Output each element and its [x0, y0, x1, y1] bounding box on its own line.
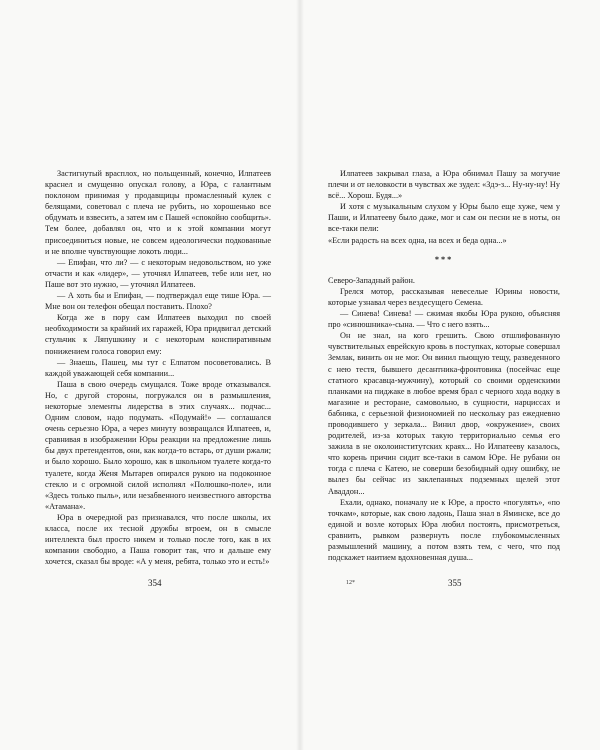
song-line: «Если радость на всех одна, на всех и беда одна...» — [328, 235, 507, 245]
right-page-text — [328, 168, 560, 563]
paragraph: Застигнутый врасплох, но польщенный, конечно, Илпатеев краснел и смущенно опускал голову, а Юра, с галантным поклоном принимая у продавщицы промасленный кулек с белящами, советовал с плеча не рубить, но хорошенько все обдумать и взвесить, а затем им с Пашей «спокойно сообщить». Тем более, добавлял он, что и к этой компании могут присоединиться новые, не совсем идеологически подкованные и не вполне чувствующие локоть люди... — [45, 169, 271, 256]
paragraph: Грелся мотор, рассказывая невеселые Юрины новости, которые узнавал через вездесущего Семена. — [328, 286, 560, 307]
paragraph: — Знаешь, Пашец, мы тут с Елпатом посоветовались. В каждой уважающей себя компании... — [45, 357, 271, 378]
signature-mark: 12* — [346, 580, 355, 586]
paragraph: Когда же в пору сам Илпатеев выходил по своей необходимости за крайний их гаражей, Юра придвигал детский стульчик к Ляпушкину и с некоторым конспиративным понижением голоса говорил ему: — [45, 313, 271, 356]
paragraph: Паша в свою очередь смущался. Тоже вроде отказывался. Но, с другой стороны, погружался он в размышления, некоторые элементы лидерства в этих случаях... подчас... Одним словом, надо подумать. «Подумай!» — соглашался очень серьезно Юра, а через минуту возвращался Илпатеев, и, сравнивая в изображении Юры реакции на предложение лишь бы двух претендентов, они, как когда-то встарь, от души ржали; и было хорошо. Было хорошо, как в школьном туалете когда-то туалете, когда Женя Мытарев опирался рукою на подоконное стекло и с огромной силой исполнял «Полюшко-поле», или «Здесь только пыль», или незабвенного неизвестного авторства «Атамана». — [45, 379, 271, 511]
paragraph: — Синева! Синева! — сжимая якобы Юра рукою, объясняя про «синюшника»-сына. — Что с него взять... — [328, 309, 560, 330]
paragraph: — Епифан, что ли? — с некоторым недовольством, но уже отчасти и как «лидер», — уточнял Илпатеев, тебе или нет, но Паше вот это нужно, — уточнял Илпатеев. — [45, 257, 271, 289]
section-divider: *** — [434, 254, 454, 264]
paragraph: И хотя с музыкальным слухом у Юры было еще хуже, чем у Паши, и Илпатееву было даже, мог и сам он песни не в ноты, он все-таки пели: — [328, 202, 560, 234]
paragraph: Он не знал, на кого грешить. Свою отшлифованную чувствительных еврейскую кровь в поступках, которые совершал Землак, винить он не мог. Он винил пьющую тещу, разведенного с нею тестя, бывшего десантника-фронтовика (посейчас еще статного красавца-мужчину), который со своими орденскими планками на пиджаке в любое время брал с черного хода водку в магазине и ресторане, самовольно, в сущности, нарциссах и бабника, с серьезной физиономией по нескольку раз ежедневно проводившего у зеркала... Винил двор, «окружение», своих родителей, из-за которых такую территориально семья его зажила в не околоинститутских краях... Но Илпатееву казалось, что корень причин сидит все-таки в самом Юре. Не рубани он тогда с плеча с Катею, не соверши безобидный одну ошибку, не вылез бы сейчас из заклепанных подземных щелей этот Аваддон... — [328, 331, 560, 496]
right-page — [300, 0, 600, 750]
paragraph: Юра в очередной раз признавался, что после школы, их класса, после их тесной дружбы втроем, он в смысле интеллекта был просто никем и только после того, как в их компании свободно, а Паша говорит так, что и дальше ему хочется, сказал бы вроде: «А у меня, ребята, только это и есть!» — [45, 512, 271, 567]
book-gutter — [296, 0, 304, 750]
paragraph: Илпатеев закрывал глаза, а Юра обнимал Пашу за могучие плечи и от неловкости в чувствах же зудел: «Здэ-з... Ну-ну-ну! Ну всё... Хорош. Будя...» — [328, 169, 560, 201]
paragraph: — А хоть бы и Епифан, — подтверждал еще тише Юра. — Мне вон он телефон обещал поставить. Плохо? — [45, 291, 271, 312]
paragraph: Ехали, однако, поначалу не к Юре, а просто «погулять», «по точкам», которые, как свою ладонь, Паша знал в Яминске, все до единой и возле которых Юра любил постоять, присмотреться, сравнить, рывком развернуть после глубокомысленных размышлений машину, а потом взять тем, с чего, что под подскажет наитием вдохновенная душа... — [328, 497, 560, 563]
page-number-right: 355 — [448, 578, 462, 588]
page-number-left: 354 — [148, 578, 162, 588]
section-heading: Северо-Западный район. — [328, 275, 415, 285]
left-page-text — [45, 168, 271, 567]
